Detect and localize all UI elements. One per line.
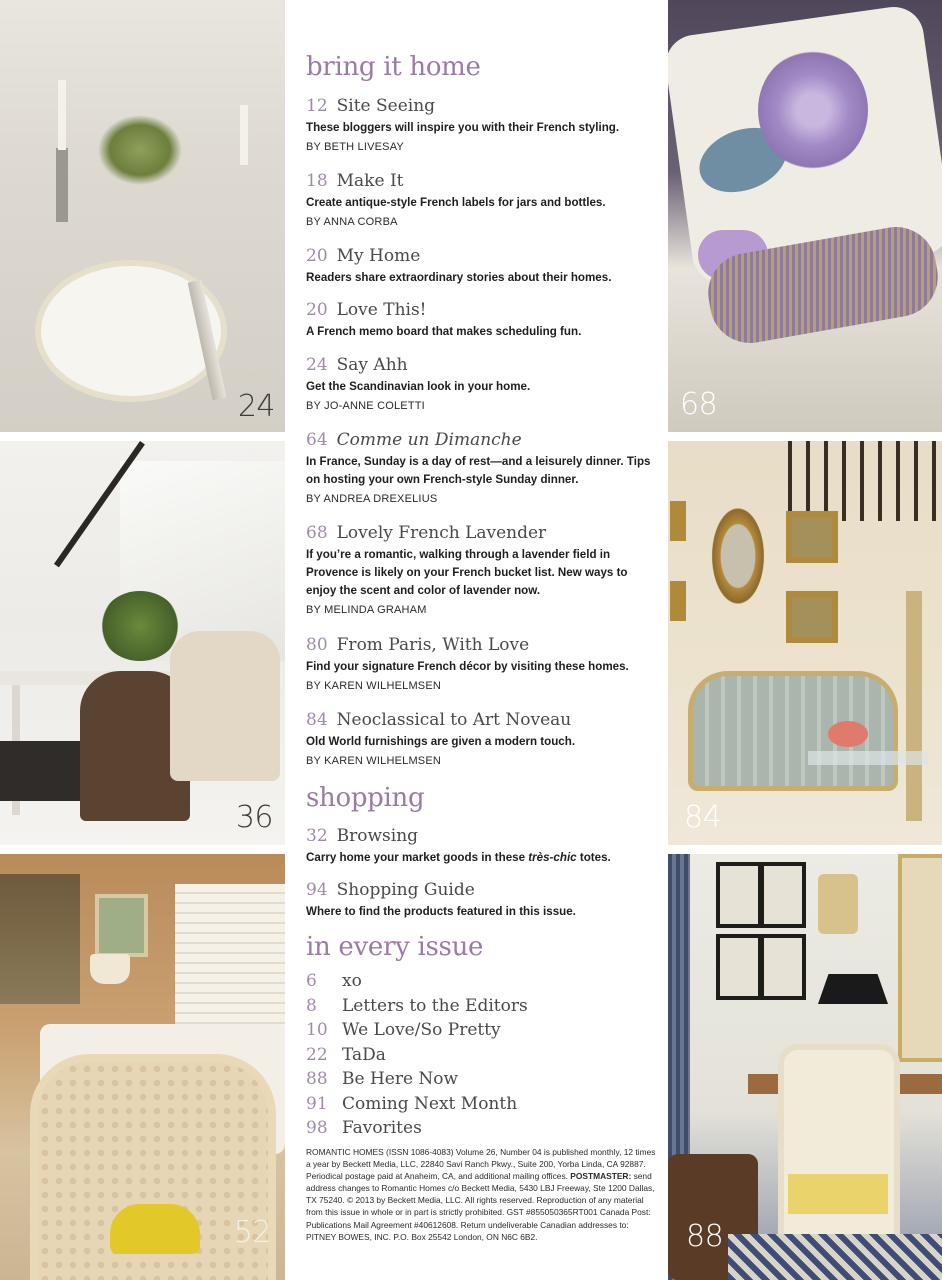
wall-sconce bbox=[818, 874, 858, 934]
toc-entry[interactable] bbox=[306, 1019, 501, 1041]
article-description: Where to find the products featured in this issue. bbox=[306, 905, 576, 918]
article-title: Be Here Now bbox=[342, 1069, 459, 1089]
rug bbox=[728, 1234, 942, 1280]
photo-page-number: 24 bbox=[237, 389, 275, 424]
article-title: TaDa bbox=[342, 1045, 386, 1065]
torchere bbox=[906, 591, 922, 821]
toc-entry[interactable] bbox=[306, 825, 656, 867]
toc-entry[interactable] bbox=[306, 1068, 458, 1090]
article-description: These bloggers will inspire you with their French styling. bbox=[306, 121, 620, 134]
page-number: 80 bbox=[306, 635, 328, 655]
article-title: From Paris, With Love bbox=[336, 635, 530, 655]
photo-page-number: 88 bbox=[686, 1219, 724, 1254]
article-title: Comme un Dimanche bbox=[336, 430, 522, 450]
toc-entry[interactable] bbox=[306, 170, 656, 228]
page-number: 68 bbox=[306, 523, 328, 543]
toc-entry[interactable] bbox=[306, 1117, 422, 1139]
article-title: Site Seeing bbox=[336, 96, 436, 116]
toc-entry[interactable] bbox=[306, 95, 656, 153]
article-description: Create antique-style French labels for jars and bottles. bbox=[306, 196, 606, 209]
study-photo bbox=[668, 854, 942, 1280]
candlestick bbox=[58, 80, 66, 150]
framed-print bbox=[716, 934, 762, 1000]
article-description: If you’re a romantic, walking through a lavender field in Provence is likely on your French bucket list. New ways to enjoy the scent and color of lavender now. bbox=[306, 548, 628, 597]
armchair bbox=[778, 1044, 900, 1256]
article-title: Favorites bbox=[342, 1118, 422, 1138]
article-description: A French memo board that makes scheduling fun. bbox=[306, 325, 582, 338]
page-number: 22 bbox=[306, 1045, 328, 1065]
section-title-bring-it-home: bring it home bbox=[306, 52, 481, 82]
article-title: xo bbox=[342, 971, 362, 991]
gilt-frame bbox=[670, 581, 686, 621]
byline: BY JO-ANNE COLETTI bbox=[306, 400, 425, 412]
byline: BY KAREN WILHELMSEN bbox=[306, 680, 442, 692]
page-number: 20 bbox=[306, 300, 328, 320]
byline: BY BETH LIVESAY bbox=[306, 141, 404, 153]
byline: BY ANNA CORBA bbox=[306, 216, 398, 228]
article-title: Make It bbox=[336, 171, 404, 191]
photo-page-number: 52 bbox=[233, 1215, 271, 1250]
toc-entry[interactable] bbox=[306, 245, 656, 287]
page-number: 8 bbox=[306, 996, 317, 1016]
gilt-frame bbox=[898, 854, 942, 1062]
trunk bbox=[0, 741, 90, 801]
toc-entry[interactable] bbox=[306, 429, 656, 505]
framed-print bbox=[760, 934, 806, 1000]
page-number: 20 bbox=[306, 246, 328, 266]
byline: BY KAREN WILHELMSEN bbox=[306, 755, 442, 767]
page-number: 32 bbox=[306, 826, 328, 846]
iron-railing bbox=[788, 441, 942, 521]
toc-entry[interactable] bbox=[306, 709, 656, 767]
section-title-shopping: shopping bbox=[306, 783, 425, 813]
byline: BY MELINDA GRAHAM bbox=[306, 604, 427, 616]
page-number: 24 bbox=[306, 355, 328, 375]
photo-page-number: 68 bbox=[680, 387, 718, 422]
article-description: Readers share extraordinary stories about their homes. bbox=[306, 271, 612, 284]
lavender-pillow-photo bbox=[668, 0, 942, 432]
toc-entry[interactable] bbox=[306, 522, 656, 616]
lamp bbox=[90, 954, 130, 984]
article-title: Love This! bbox=[336, 300, 427, 320]
article-description: Carry home your market goods in these très-chic totes. bbox=[306, 851, 611, 864]
armchair bbox=[170, 631, 280, 781]
bird-print bbox=[95, 894, 148, 957]
photo-page-number: 36 bbox=[235, 800, 273, 835]
page-number: 94 bbox=[306, 880, 328, 900]
page-number: 6 bbox=[306, 971, 317, 991]
article-title: Letters to the Editors bbox=[342, 996, 528, 1016]
article-description: Find your signature French décor by visiting these homes. bbox=[306, 660, 629, 673]
plant bbox=[100, 591, 180, 661]
article-title: Coming Next Month bbox=[342, 1094, 518, 1114]
toc-entry[interactable] bbox=[306, 1044, 386, 1066]
article-title: My Home bbox=[336, 246, 421, 266]
section-title-in-every-issue: in every issue bbox=[306, 932, 484, 962]
article-title: Browsing bbox=[336, 826, 419, 846]
article-description: Old World furnishings are given a modern touch. bbox=[306, 735, 576, 748]
page-number: 98 bbox=[306, 1118, 328, 1138]
article-description: Get the Scandinavian look in your home. bbox=[306, 380, 531, 393]
gilt-mirror bbox=[708, 501, 768, 611]
toc-entry[interactable] bbox=[306, 299, 656, 341]
article-title: Neoclassical to Art Noveau bbox=[336, 710, 572, 730]
page-number: 88 bbox=[306, 1069, 328, 1089]
glass-table bbox=[808, 751, 928, 765]
yellow-shoes bbox=[110, 1204, 200, 1254]
byline: BY ANDREA DREXELIUS bbox=[306, 493, 438, 505]
toc-entry[interactable] bbox=[306, 879, 656, 921]
page-number: 10 bbox=[306, 1020, 328, 1040]
toc-entry[interactable] bbox=[306, 970, 362, 992]
photo-page-number: 84 bbox=[684, 800, 722, 835]
toc-entry[interactable] bbox=[306, 995, 528, 1017]
staircase-desk-photo bbox=[0, 441, 285, 845]
page-number: 91 bbox=[306, 1094, 328, 1114]
portrait-painting bbox=[0, 874, 80, 1004]
toc-entry[interactable] bbox=[306, 1093, 517, 1115]
framed-print bbox=[760, 862, 806, 928]
gilt-frame bbox=[786, 511, 838, 563]
page-number: 84 bbox=[306, 710, 328, 730]
gilt-frame bbox=[670, 501, 686, 541]
publication-fineprint: ROMANTIC HOMES (ISSN 1086-4083) Volume 26, Number 04 is published monthly, 12 times a year by Beckett Media, LLC, 22840 Savi Ranch Pkwy., Suite 200, Yorba Linda, CA 92887. Periodical postage paid at Anaheim, CA, and additional mailing offices. POSTMASTER: send address changes to Romantic Homes c/o Beckett Media, 5430 LBJ Freeway, Ste 1200 Dallas, TX 75240. © 2013 by Beckett Media, LLC. All rights reserved. Reproduction of any material from this issue in whole or in part is strictly prohibited. GST #855050365RT001 Canada Post: Publications Mail Agreement #40612608. Return undeliverable Canadian addresses to: PITNEY BOWES, INC. P.O. Box 25542 London, ON N6C 6B2. bbox=[306, 1147, 656, 1242]
toc-entry[interactable] bbox=[306, 634, 656, 692]
gilt-frame bbox=[786, 591, 838, 643]
table-setting-photo bbox=[0, 0, 285, 432]
shuttered-window bbox=[175, 884, 285, 1044]
toc-entry[interactable] bbox=[306, 354, 656, 412]
hydrangea bbox=[758, 50, 868, 170]
settee-mirror-photo bbox=[668, 441, 942, 845]
lamp bbox=[818, 974, 888, 1004]
article-title: Lovely French Lavender bbox=[336, 523, 547, 543]
chair-seat bbox=[788, 1174, 888, 1214]
page-number: 18 bbox=[306, 171, 328, 191]
page-number: 64 bbox=[306, 430, 328, 450]
article-description: In France, Sunday is a day of rest—and a leisurely dinner. Tips on hosting your own French-style Sunday dinner. bbox=[306, 455, 651, 486]
framed-print bbox=[716, 862, 762, 928]
roses bbox=[828, 721, 868, 747]
article-title: We Love/So Pretty bbox=[342, 1020, 501, 1040]
article-title: Say Ahh bbox=[336, 355, 408, 375]
candlestick bbox=[240, 105, 248, 165]
page-number: 12 bbox=[306, 96, 328, 116]
article-title: Shopping Guide bbox=[336, 880, 475, 900]
bedroom-photo bbox=[0, 854, 285, 1280]
table-of-contents bbox=[306, 0, 656, 1280]
